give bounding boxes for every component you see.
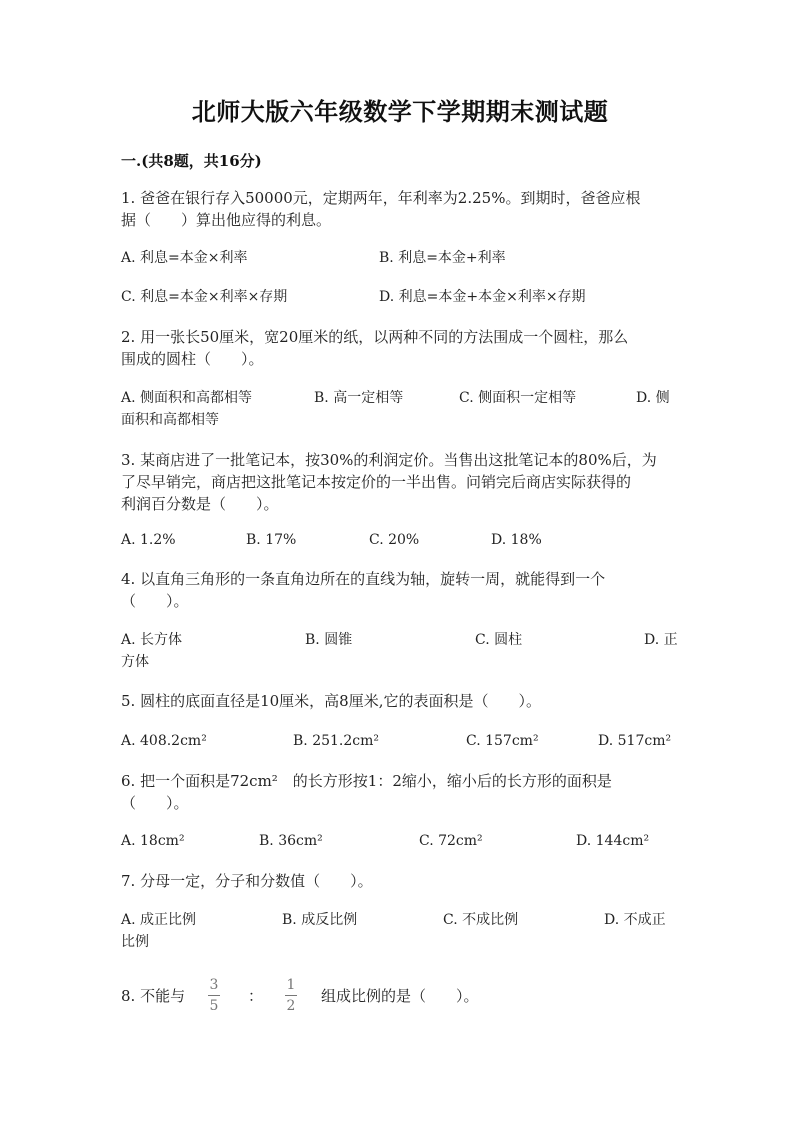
question-1-line-2: 据（ ）算出他应得的利息。 (121, 211, 332, 229)
question-1-options-row-1 (121, 247, 681, 269)
question-3-line-2: 了尽早销完，商店把这批笔记本按定价的一半出售。问销完后商店实际获得的 (121, 473, 632, 491)
question-1-option-b[interactable]: B. 利息=本金+利率 (379, 250, 506, 266)
question-5 (121, 690, 681, 712)
question-5-option-b[interactable]: B. 251.2cm² (293, 733, 379, 749)
question-1-option-c[interactable]: C. 利息=本金×利率×存期 (121, 289, 288, 305)
question-3-line-1: 3. 某商店进了一批笔记本，按30%的利润定价。当售出这批笔记本的80%后，为 (121, 451, 657, 469)
question-6-line-1: 6. 把一个面积是72cm² 的长方形按1：2缩小，缩小后的长方形的面积是 (121, 772, 612, 790)
question-7-option-d[interactable]: D. 不成正 (604, 912, 666, 928)
question-3-options-row (121, 529, 681, 551)
question-4-option-d-continued: 方体 (121, 654, 149, 670)
question-8-suffix: 组成比例的是（ ）。 (321, 987, 479, 1005)
question-3-option-c[interactable]: C. 20% (369, 532, 420, 548)
question-2-option-c[interactable]: C. 侧面积一定相等 (459, 390, 577, 406)
question-1-option-d[interactable]: D. 利息=本金+本金×利率×存期 (379, 289, 586, 305)
question-7-options-row (121, 909, 681, 931)
question-6 (121, 770, 681, 814)
question-3-option-a[interactable]: A. 1.2% (121, 532, 176, 548)
question-1-line-1: 1. 爸爸在银行存入50000元，定期两年，年利率为2.25%。到期时，爸爸应根 (121, 189, 641, 207)
question-4 (121, 568, 681, 612)
question-3-option-d[interactable]: D. 18% (491, 532, 542, 548)
question-2-option-d[interactable]: D. 侧 (636, 390, 670, 406)
question-6-option-c[interactable]: C. 72cm² (419, 833, 483, 849)
question-8-prefix: 8. 不能与 (121, 987, 186, 1005)
question-4-option-c[interactable]: C. 圆柱 (475, 632, 523, 648)
question-4-option-b[interactable]: B. 圆锥 (305, 632, 353, 648)
fraction-1-numerator: 3 (209, 977, 219, 993)
question-2-options-row (121, 387, 681, 409)
question-2-option-a[interactable]: A. 侧面积和高都相等 (121, 390, 253, 406)
question-5-option-c[interactable]: C. 157cm² (466, 733, 539, 749)
question-7-line-1: 7. 分母一定，分子和分数值（ ）。 (121, 872, 373, 890)
question-4-options-row (121, 629, 681, 651)
question-1-option-a[interactable]: A. 利息=本金×利率 (121, 250, 248, 266)
question-6-line-2: （ ）。 (121, 794, 189, 812)
question-2-option-d-continued: 面积和高都相等 (121, 412, 219, 428)
question-7 (121, 870, 681, 892)
question-6-option-d[interactable]: D. 144cm² (576, 833, 650, 849)
question-2 (121, 326, 681, 370)
question-5-options-row (121, 730, 681, 752)
question-7-option-c[interactable]: C. 不成比例 (443, 912, 519, 928)
question-6-options-row (121, 830, 681, 852)
question-7-option-b[interactable]: B. 成反比例 (282, 912, 358, 928)
section-heading: 一.(共8题，共16分) (121, 152, 262, 170)
question-6-option-b[interactable]: B. 36cm² (259, 833, 323, 849)
question-4-line-1: 4. 以直角三角形的一条直角边所在的直线为轴，旋转一周，就能得到一个 (121, 570, 606, 588)
question-7-option-d-continued: 比例 (121, 934, 149, 950)
fraction-1-bar (208, 995, 220, 996)
fraction-1-denominator: 5 (209, 998, 219, 1014)
question-5-option-a[interactable]: A. 408.2cm² (121, 733, 207, 749)
question-3 (121, 449, 681, 515)
fraction-2-numerator: 1 (286, 977, 296, 993)
question-4-line-2: （ ）。 (121, 592, 189, 610)
question-8-colon: ： (248, 987, 264, 1005)
page-title: 北师大版六年级数学下学期期末测试题 (191, 97, 609, 126)
question-5-option-d[interactable]: D. 517cm² (598, 733, 672, 749)
question-4-option-d[interactable]: D. 正 (644, 632, 678, 648)
question-1-options-row-2 (121, 286, 681, 308)
question-7-option-a[interactable]: A. 成正比例 (121, 912, 197, 928)
question-1 (121, 187, 681, 231)
fraction-three-fifths (208, 977, 220, 1014)
question-4-option-a[interactable]: A. 长方体 (121, 632, 183, 648)
question-6-option-a[interactable]: A. 18cm² (121, 833, 185, 849)
fraction-2-denominator: 2 (286, 998, 296, 1014)
question-2-line-1: 2. 用一张长50厘米，宽20厘米的纸，以两种不同的方法围成一个圆柱，那么 (121, 328, 629, 346)
question-3-option-b[interactable]: B. 17% (246, 532, 297, 548)
question-2-line-2: 围成的圆柱（ ）。 (121, 350, 264, 368)
question-2-option-b[interactable]: B. 高一定相等 (314, 390, 404, 406)
fraction-one-half (285, 977, 297, 1014)
question-5-line-1: 5. 圆柱的底面直径是10厘米，高8厘米,它的表面积是（ ）。 (121, 692, 541, 710)
question-3-line-3: 利润百分数是（ ）。 (121, 495, 279, 513)
fraction-2-bar (285, 995, 297, 996)
